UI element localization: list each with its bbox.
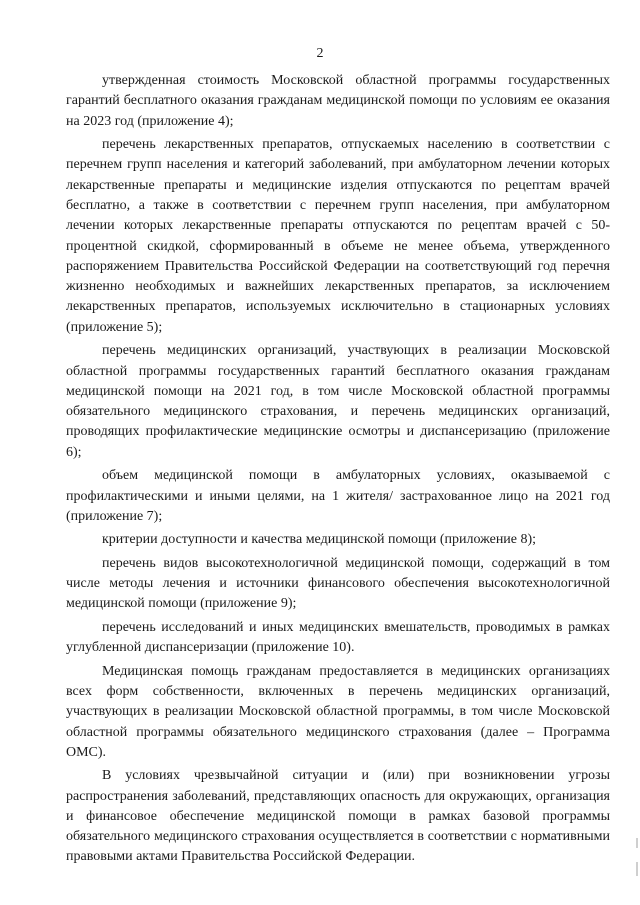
document-body bbox=[66, 71, 610, 871]
paragraph-emergency-situation: В условиях чрезвычайной ситуации и (или) при возникновении угрозы распространения заболеваний, представляющих опасность для окружающих, организация и финансовое обеспечение медицинской помощи в рамках базовой программы обязательного медицинского страхования осуществляется в соответствии с нормативными правовыми актами Правительства Российской Федерации. bbox=[66, 768, 610, 865]
paragraph-medical-organizations: Медицинская помощь гражданам предоставляется в медицинских организациях всех форм собственности, включенных в перечень медицинских организаций, участвующих в реализации Московской областной программы, в том числе Московской областной программы обязательного медицинского страхования (далее – Программа ОМС). bbox=[66, 663, 610, 760]
paragraph-appendix-7: объем медицинской помощи в амбулаторных условиях, оказываемой с профилактическими и иными целями, на 1 жителя/ застрахованное лицо на 2021 год (приложение 7); bbox=[66, 468, 610, 524]
paragraph-appendix-9: перечень видов высокотехнологичной медицинской помощи, содержащий в том числе методы лечения и источники финансового обеспечения высокотехнологичной медицинской помощи (приложение 9); bbox=[66, 555, 610, 612]
paragraph-appendix-8: критерии доступности и качества медицинской помощи (приложение 8); bbox=[102, 532, 537, 548]
paragraph-appendix-6: перечень медицинских организаций, участвующих в реализации Московской областной программы государственных гарантий бесплатного оказания гражданам медицинской помощи на 2021 год, в том числе Московской областной программы обязательного медицинского страхования, и перечень медицинских организаций, проводящих профилактические медицинские осмотры и диспансеризацию (приложение 6); bbox=[66, 343, 610, 460]
scan-margin-mark bbox=[636, 862, 638, 876]
paragraph-appendix-4: утвержденная стоимость Московской областной программы государственных гарантий бесплатного оказания гражданам медицинской помощи по условиям ее оказания на 2023 год (приложение 4); bbox=[66, 73, 610, 129]
paragraph-appendix-10: перечень исследований и иных медицинских вмешательств, проводимых в рамках углубленной диспансеризации (приложение 10). bbox=[66, 619, 610, 656]
paragraph-appendix-5: перечень лекарственных препаратов, отпускаемых населению в соответствии с перечнем групп населения и категорий заболеваний, при амбулаторном лечении которых лекарственные препараты и медицинские изделия отпускаются по рецептам врачей бесплатно, а также в соответствии с перечнем групп населения, при амбулаторном лечении которых лекарственные препараты отпускаются по рецептам врачей с 50-процентной скидкой, сформированный в объеме не менее объема, утвержденного распоряжением Правительства Российской Федерации на соответствующий год перечня жизненно необходимых и важнейших лекарственных препаратов, за исключением лекарственных препаратов, используемых исключительно в стационарных условиях (приложение 5); bbox=[66, 137, 610, 335]
page-number: 2 bbox=[316, 46, 324, 61]
scan-margin-mark bbox=[636, 838, 638, 848]
